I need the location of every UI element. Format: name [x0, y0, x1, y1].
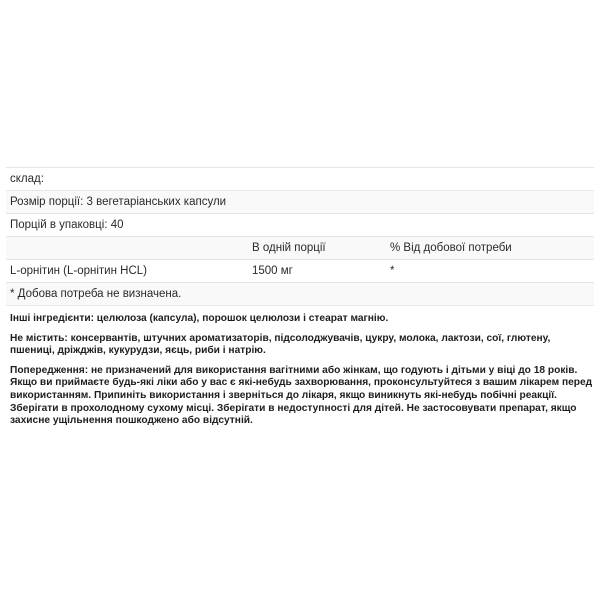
- servings-per-container: Порцій в упаковці: 40: [6, 214, 594, 237]
- free-from-text: Не містить: консервантів, штучних ароматизаторів, підсолоджувачів, цукру, молока, лактози, сої, глютену, пшениці, дріжджів, кукурудзи, яєць, риби і натрію.: [10, 332, 551, 357]
- composition-label: склад:: [6, 168, 594, 191]
- table-row: [6, 260, 594, 283]
- warning-text: Попередження: не призначений для використання вагітними або жінкам, що годують і дітьми у віці до 18 років. Якщо ви приймаєте будь-які ліки або у вас є які-небудь захворювання, проконсультуйтеся з вашим лікарем перед використанням. Припиніть використання і зверніться до лікаря, якщо виникнуть які-небудь побічні реакції. Зберігати в прохолодному сухому місці. Зберігати в недоступності для дітей. Не застосовувати препарат, якщо захисне ущільнення пошкоджено або відсутній.: [10, 364, 593, 427]
- ingredient-name: L-орнітин (L-орнітин HCL): [6, 260, 248, 283]
- serving-size-row: [6, 191, 594, 214]
- column-header-name: [6, 237, 248, 260]
- ingredient-amount: 1500 мг: [248, 260, 386, 283]
- composition-row: [6, 168, 594, 191]
- supplement-facts-table: [6, 167, 594, 306]
- servings-per-container-row: [6, 214, 594, 237]
- serving-size: Розмір порції: 3 вегетаріанських капсули: [6, 191, 594, 214]
- table-header-row: [6, 237, 594, 260]
- footnote-row: [6, 283, 594, 306]
- other-ingredients-text: Інші інгредієнти: целюлоза (капсула), порошок целюлози і стеарат магнію.: [10, 313, 389, 324]
- column-header-amount: В одній порції: [248, 237, 386, 260]
- product-notes: [10, 313, 595, 435]
- ingredient-daily-value: *: [386, 260, 594, 283]
- daily-value-footnote: * Добова потреба не визначена.: [6, 283, 594, 306]
- column-header-daily-value: % Від добової потреби: [386, 237, 594, 260]
